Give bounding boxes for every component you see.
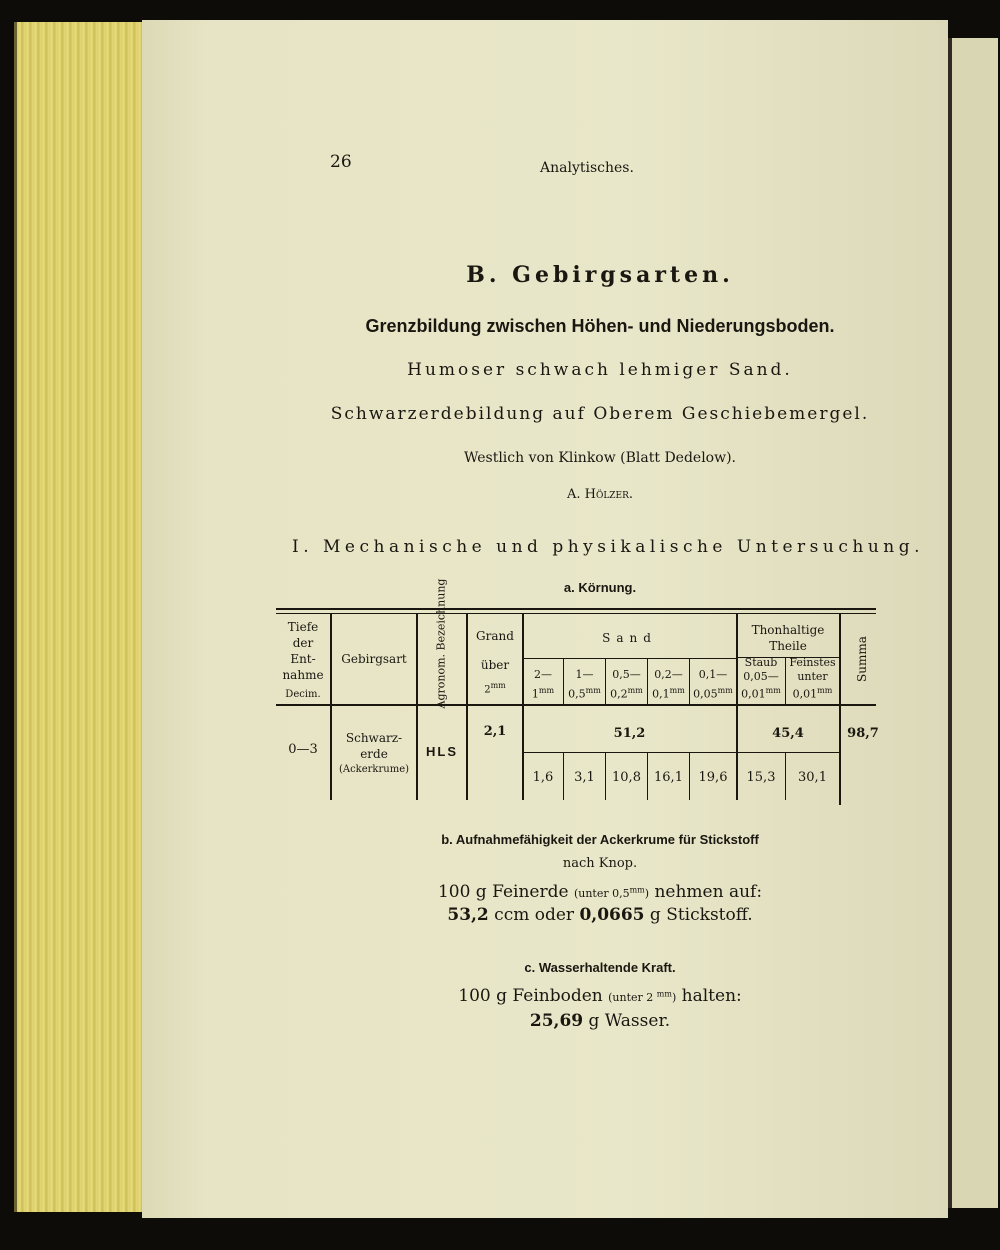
header-tiefe: Tiefe der Ent- nahme Decim. xyxy=(282,620,324,700)
cell-agronom: HLS xyxy=(426,744,458,759)
nitrogen-line-2: 53,2 ccm oder 0,0665 g Stickstoff. xyxy=(447,905,753,925)
cell-gebirgsart: Schwarz- erde (Ackerkrume) xyxy=(338,731,410,775)
header-sand-4: 0,2— $0,1^{mm}$ xyxy=(652,668,685,701)
section-b-heading: b. Aufnahmefähigkeit der Ackerkrume für Stickstoff xyxy=(441,832,759,847)
part-heading: I. Mechanische und physikalische Untersuchung. xyxy=(292,537,925,557)
header-sand-1: 2— $1^{mm}$ xyxy=(531,668,555,701)
facing-page xyxy=(948,38,998,1208)
cell-feinstes: 30,1 xyxy=(798,770,827,785)
water-line-2: 25,69 g Wasser. xyxy=(529,1011,671,1031)
subtitle-formation: Schwarzerdebildung auf Oberem Geschiebemergel. xyxy=(330,404,870,424)
author: A. Hölzer. xyxy=(566,487,634,502)
nitrogen-line-1: 100 g Feinerde (unter $0,5^{mm}$) nehmen auf: xyxy=(437,882,763,902)
cell-sand-4: 16,1 xyxy=(654,770,683,785)
header-agronom: Agronom. Bezeichnung xyxy=(434,578,448,709)
cell-thon-total: 45,4 xyxy=(772,726,804,741)
location: Westlich von Klinkow (Blatt Dedelow). xyxy=(463,450,737,466)
running-head: Analytisches. xyxy=(540,160,634,176)
cell-sand-1: 1,6 xyxy=(532,770,554,785)
header-thon: Thonhaltige Theile xyxy=(751,623,825,653)
subtitle-boundary: Grenzbildung zwischen Höhen- und Niederungsboden. xyxy=(365,316,835,336)
header-staub: Staub 0,05— $0,01^{mm}$ xyxy=(741,656,781,701)
section-a-heading: a. Körnung. xyxy=(563,580,637,595)
section-c-heading: c. Wasserhaltende Kraft. xyxy=(524,960,676,975)
cell-sand-3: 10,8 xyxy=(612,770,641,785)
header-summa: Summa xyxy=(855,636,869,682)
cell-tiefe: 0—3 xyxy=(288,742,318,757)
cell-summa: 98,7 xyxy=(847,726,879,741)
cell-sand-total: 51,2 xyxy=(613,726,646,741)
book-page-edges xyxy=(14,22,147,1212)
header-sand-2: 1— $0,5^{mm}$ xyxy=(568,668,601,701)
header-grand: Grand über $2^{mm}$ xyxy=(476,629,514,696)
header-sand: Sand xyxy=(602,631,657,645)
page-number: 26 xyxy=(330,152,352,172)
header-sand-3: 0,5— $0,2^{mm}$ xyxy=(610,668,643,701)
header-feinstes: Feinstes unter $0,01^{mm}$ xyxy=(789,656,836,701)
header-gebirgsart: Gebirgsart xyxy=(341,652,407,666)
page xyxy=(142,20,948,1218)
water-line-1: 100 g Feinboden (unter 2 $^{mm}$) halten: xyxy=(458,986,742,1006)
subtitle-soil-type: Humoser schwach lehmiger Sand. xyxy=(407,360,793,380)
cell-sand-5: 19,6 xyxy=(698,770,728,785)
section-b-subheading: nach Knop. xyxy=(562,856,638,871)
header-sand-5: 0,1— $0,05^{mm}$ xyxy=(693,668,733,701)
cell-sand-2: 3,1 xyxy=(574,770,595,785)
section-title: B. Gebirgsarten. xyxy=(466,262,734,288)
cell-staub: 15,3 xyxy=(746,770,776,785)
cell-grand: 2,1 xyxy=(483,724,507,739)
